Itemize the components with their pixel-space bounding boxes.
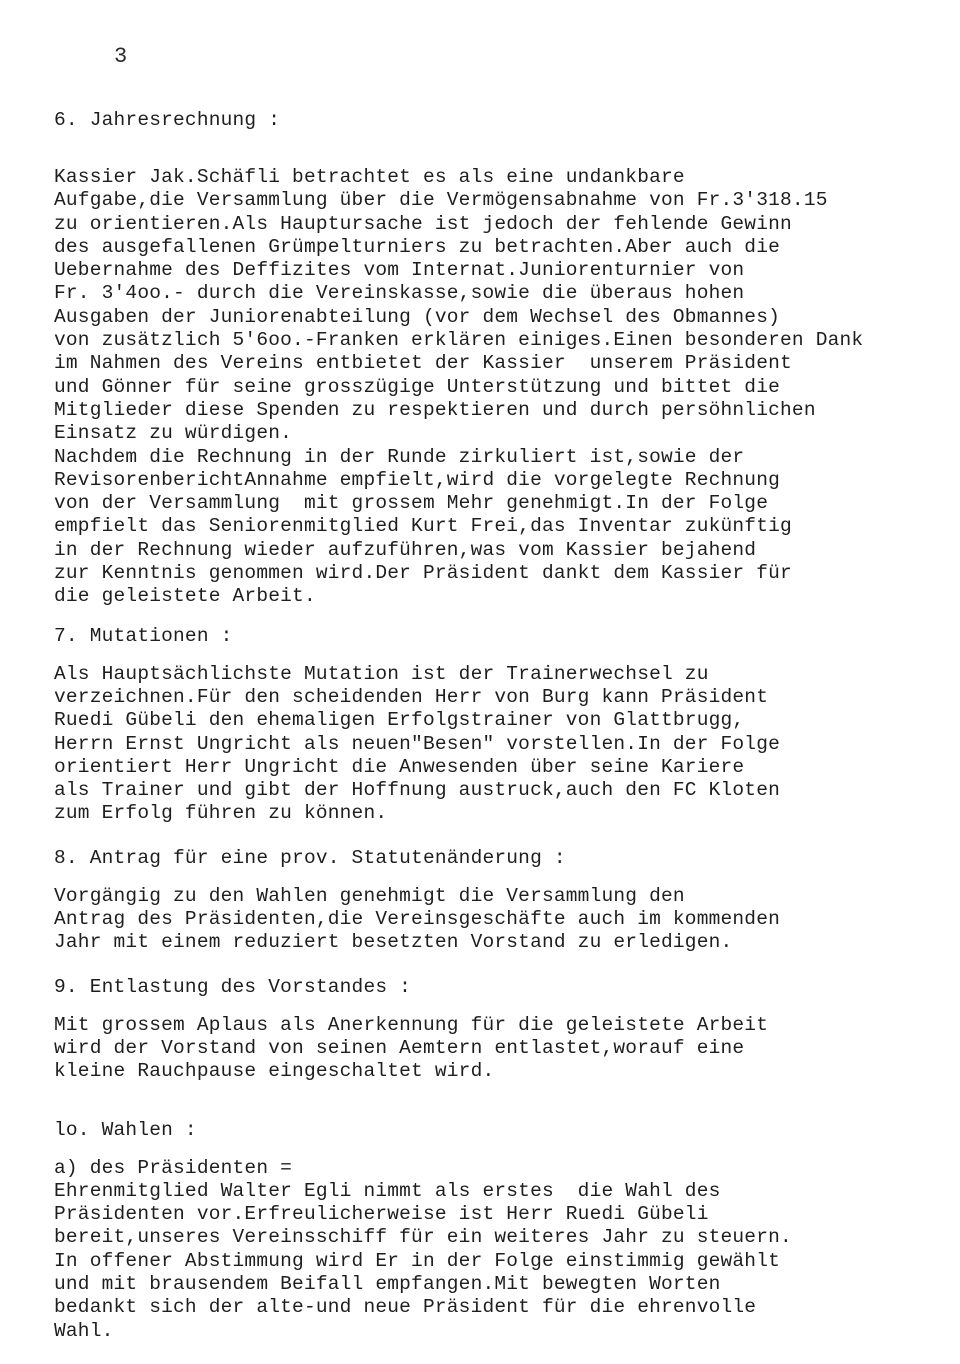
- text-line: Ruedi Gübeli den ehemaligen Erfolgstrainer von Glattbrugg,: [54, 709, 745, 732]
- text-line: und mit brausendem Beifall empfangen.Mit bewegten Worten: [54, 1272, 721, 1295]
- text-line: Ausgaben der Juniorenabteilung (vor dem Wechsel des Obmannes): [54, 305, 781, 328]
- text-line: Antrag des Präsidenten,die Vereinsgeschäfte auch im kommenden: [54, 908, 781, 931]
- section-heading-statutenaenderung: 8. Antrag für eine prov. Statutenänderung :: [54, 846, 566, 869]
- section-body-entlastung: [54, 1014, 954, 1084]
- text-line: in der Rechnung wieder aufzuführen,was vom Kassier bejahend: [54, 538, 757, 561]
- text-line: zu orientieren.Als Hauptursache ist jedoch der fehlende Gewinn: [54, 212, 792, 235]
- text-line: Präsidenten vor.Erfreulicherweise ist Herr Ruedi Gübeli: [54, 1203, 709, 1226]
- text-line: Als Hauptsächlichste Mutation ist der Trainerwechsel zu: [54, 662, 709, 685]
- text-line: Vorgängig zu den Wahlen genehmigt die Versammlung den: [54, 884, 685, 907]
- section-body-statutenaenderung: [54, 885, 954, 955]
- text-line: Aufgabe,die Versammlung über die Vermögensabnahme von Fr.3'318.15: [54, 189, 828, 212]
- text-line: Nachdem die Rechnung in der Runde zirkuliert ist,sowie der: [54, 445, 745, 468]
- text-line: von zusätzlich 5'6oo.-Franken erklären einiges.Einen besonderen Dank: [54, 329, 864, 352]
- text-line: Fr. 3'4oo.- durch die Vereinskasse,sowie die überaus hohen: [54, 282, 745, 305]
- text-line: die geleistete Arbeit.: [54, 585, 316, 608]
- text-line: Kassier Jak.Schäfli betrachtet es als eine undankbare: [54, 166, 685, 188]
- text-line: Mitglieder diese Spenden zu respektieren und durch persöhnlichen: [54, 398, 816, 421]
- text-line: verzeichnen.Für den scheidenden Herr von Burg kann Präsident: [54, 685, 769, 708]
- text-line: orientiert Herr Ungricht die Anwesenden über seine Kariere: [54, 755, 745, 778]
- text-line: als Trainer und gibt der Hoffnung austruck,auch den FC Kloten: [54, 779, 781, 802]
- section-body-mutationen: [54, 663, 954, 826]
- text-line: Einsatz zu würdigen.: [54, 422, 293, 445]
- text-line: Mit grossem Aplaus als Anerkennung für die geleistete Arbeit: [54, 1013, 769, 1036]
- text-line: zur Kenntnis genommen wird.Der Präsident dankt dem Kassier für: [54, 562, 792, 585]
- text-line: zum Erfolg führen zu können.: [54, 802, 388, 825]
- text-line: Herrn Ernst Ungricht als neuen"Besen" vorstellen.In der Folge: [54, 732, 781, 755]
- text-line: des ausgefallenen Grümpelturniers zu betrachten.Aber auch die: [54, 235, 781, 258]
- text-line: wird der Vorstand von seinen Aemtern entlastet,worauf eine: [54, 1036, 745, 1059]
- text-line: bedankt sich der alte-und neue Präsident für die ehrenvolle: [54, 1296, 757, 1319]
- text-line: und Gönner für seine grosszügige Unterstützung und bittet die: [54, 375, 781, 398]
- text-line: kleine Rauchpause eingeschaltet wird.: [54, 1060, 495, 1083]
- document-body: [54, 108, 954, 1343]
- section-body-wahlen: [54, 1157, 954, 1343]
- text-line: a) des Präsidenten =: [54, 1156, 293, 1179]
- page-number: 3: [114, 44, 128, 69]
- text-line: Wahl.: [54, 1319, 114, 1342]
- section-heading-mutationen: 7. Mutationen :: [54, 624, 233, 647]
- text-line: bereit,unseres Vereinsschiff für ein weiteres Jahr zu steuern.: [54, 1226, 792, 1249]
- section-heading-jahresrechnung: 6. Jahresrechnung :: [54, 109, 281, 131]
- text-line: Uebernahme des Deffizites vom Internat.Juniorenturnier von: [54, 259, 745, 282]
- text-line: Jahr mit einem reduziert besetzten Vorstand zu erledigen.: [54, 931, 733, 954]
- section-body-jahresrechnung: [54, 166, 954, 609]
- text-line: In offener Abstimmung wird Er in der Folge einstimmig gewählt: [54, 1249, 781, 1272]
- text-line: im Nahmen des Vereins entbietet der Kassier unserem Präsident: [54, 352, 792, 375]
- text-line: Ehrenmitglied Walter Egli nimmt als erstes die Wahl des: [54, 1179, 721, 1202]
- section-heading-entlastung: 9. Entlastung des Vorstandes :: [54, 975, 412, 998]
- section-heading-wahlen: lo. Wahlen :: [54, 1118, 197, 1141]
- text-line: RevisorenberichtAnnahme empfielt,wird die vorgelegte Rechnung: [54, 468, 781, 491]
- text-line: von der Versammlung mit grossem Mehr genehmigt.In der Folge: [54, 492, 769, 515]
- text-line: empfielt das Seniorenmitglied Kurt Frei,das Inventar zukünftig: [54, 515, 792, 538]
